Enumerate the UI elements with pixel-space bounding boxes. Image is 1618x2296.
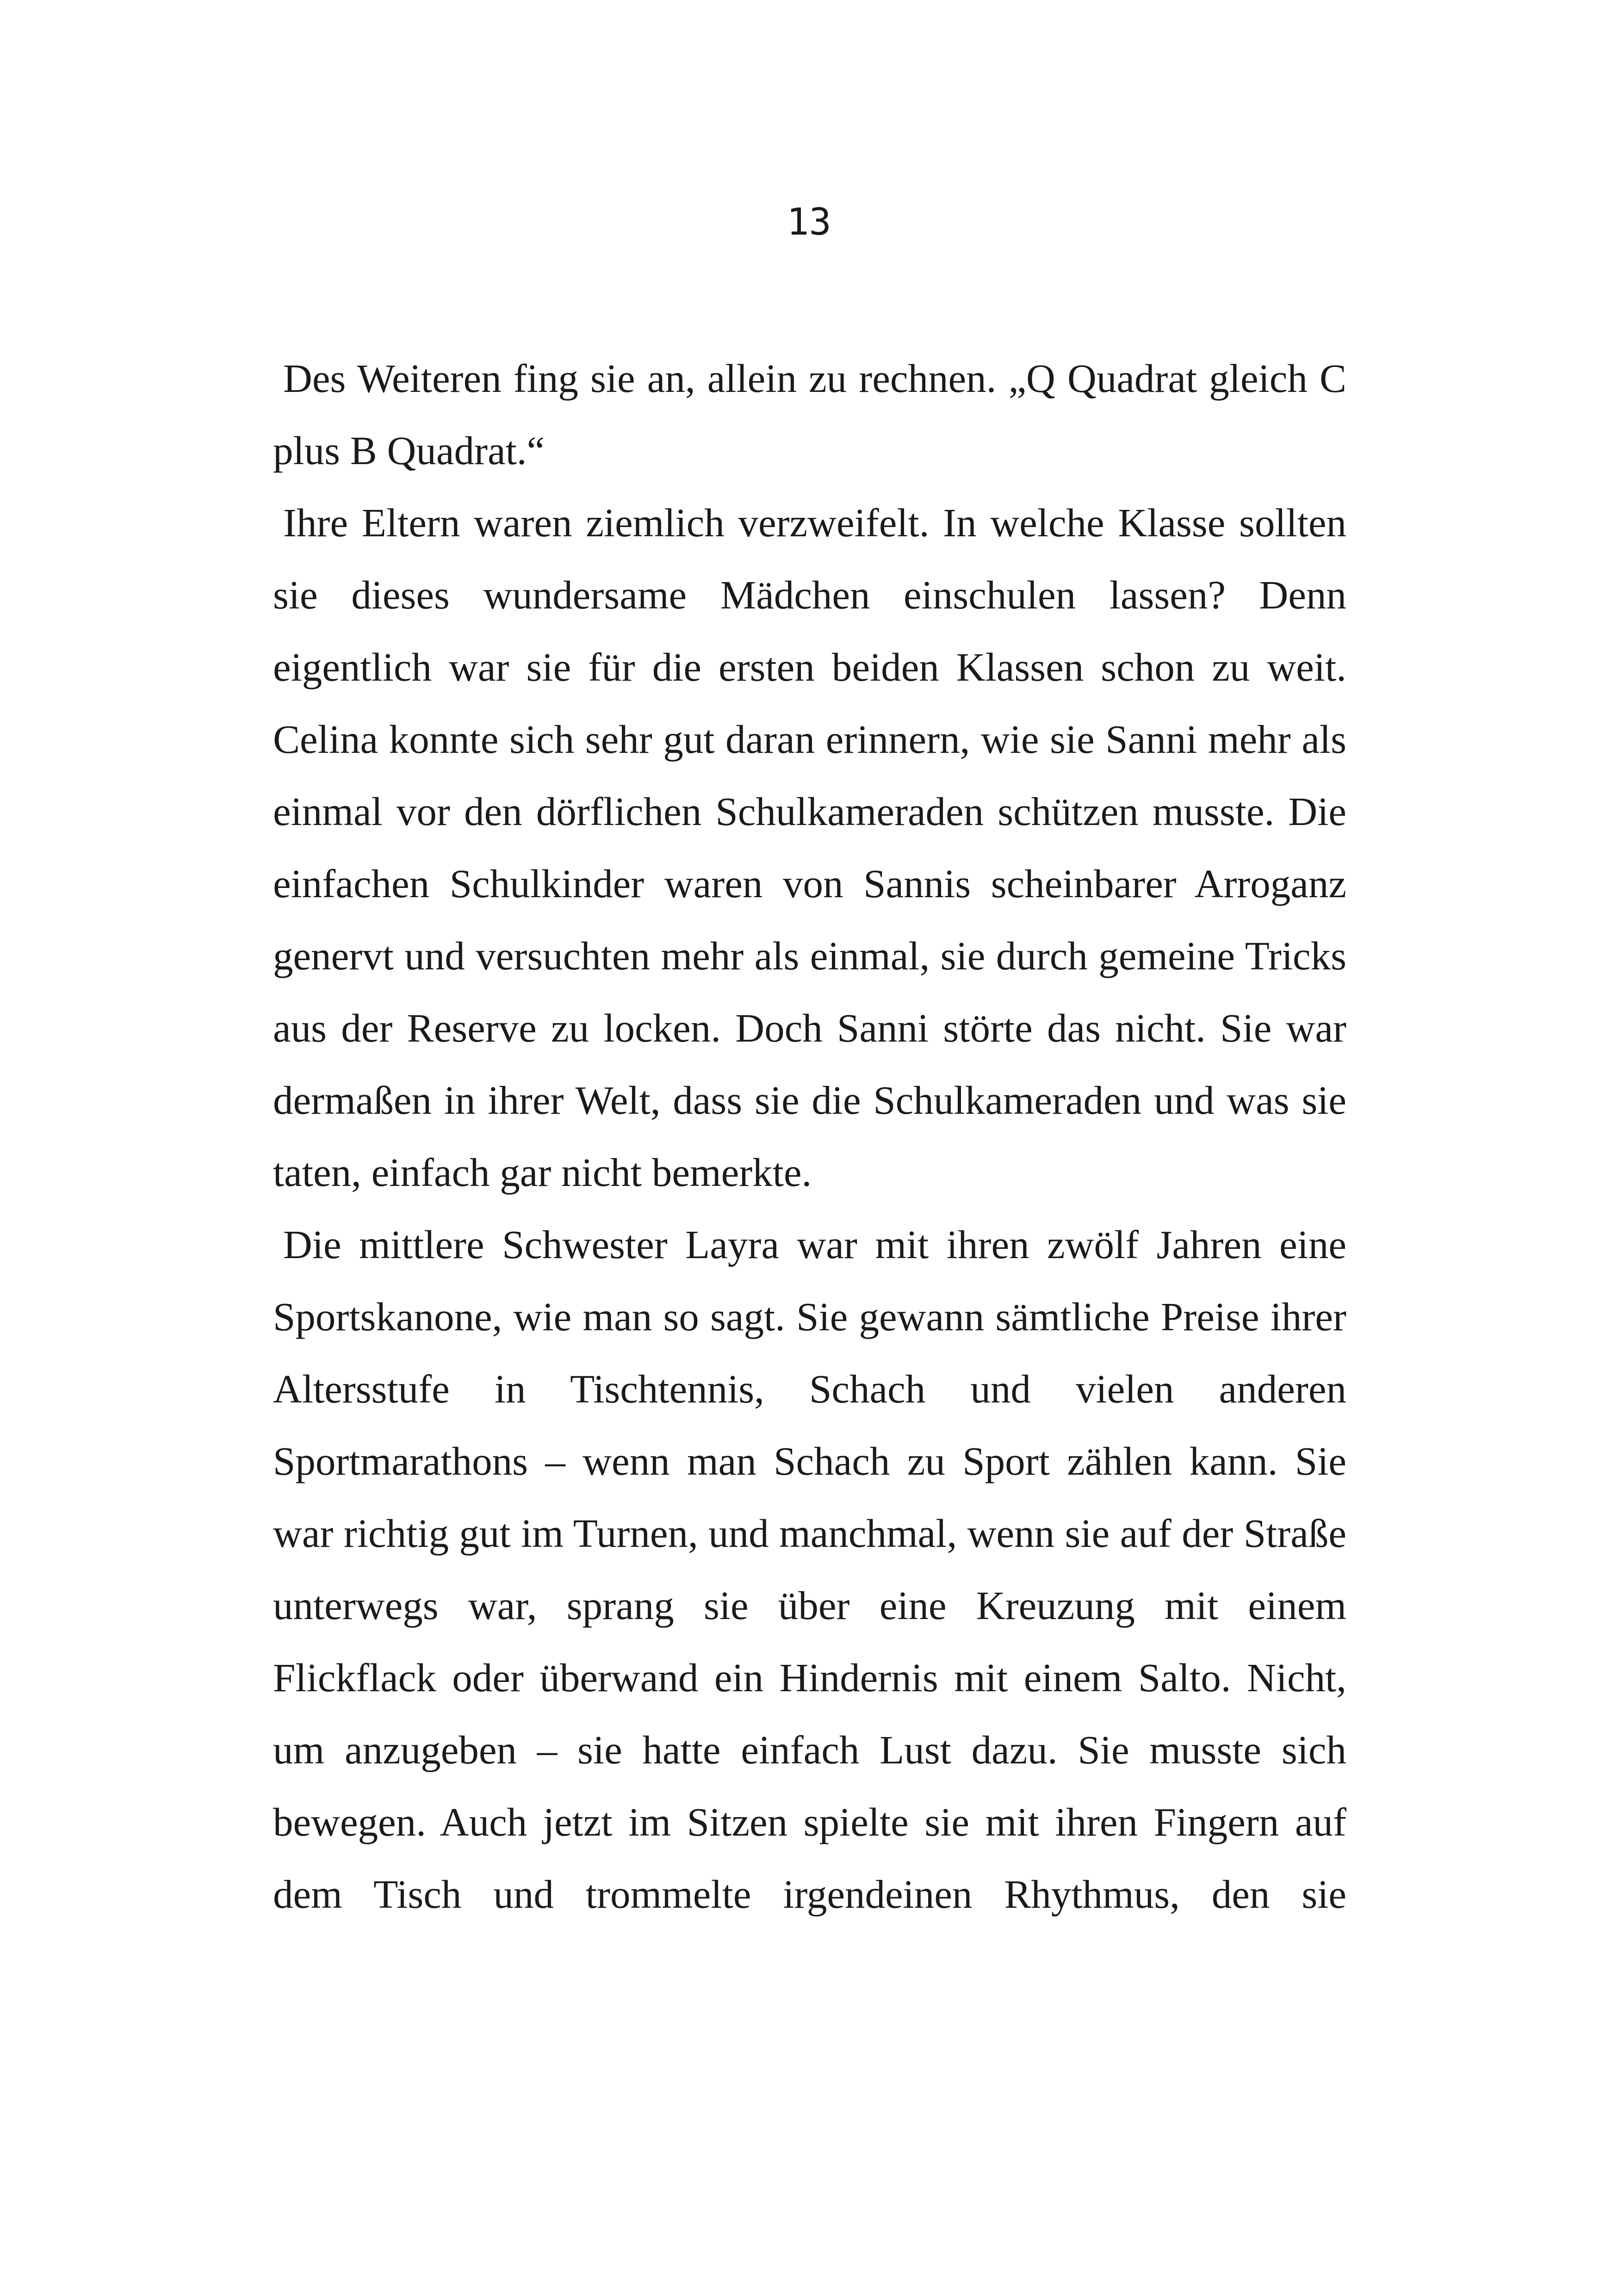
text-line: einfachen Schulkinder waren von Sannis scheinbarer Arroganz bbox=[273, 861, 1346, 906]
text-line: Altersstufe in Tischtennis, Schach und vielen anderen bbox=[273, 1366, 1346, 1411]
text-line: genervt und versuchten mehr als einmal, sie durch gemeine Tricks bbox=[273, 933, 1346, 978]
text-line: Ihre Eltern waren ziemlich verzweifelt. In welche Klasse sollten bbox=[283, 500, 1346, 545]
text-line: bewegen. Auch jetzt im Sitzen spielte sie mit ihren Fingern auf bbox=[273, 1800, 1346, 1844]
text-line: um anzugeben – sie hatte einfach Lust dazu. Sie musste sich bbox=[273, 1727, 1346, 1772]
text-line: Sportmarathons – wenn man Schach zu Sport zählen kann. Sie bbox=[273, 1439, 1346, 1483]
text-line: aus der Reserve zu locken. Doch Sanni störte das nicht. Sie war bbox=[273, 1005, 1346, 1050]
text-line: Celina konnte sich sehr gut daran erinnern, wie sie Sanni mehr als bbox=[273, 717, 1346, 762]
text-line: dermaßen in ihrer Welt, dass sie die Schulkameraden und was sie bbox=[273, 1078, 1346, 1123]
text-line: Sportskanone, wie man so sagt. Sie gewann sämtliche Preise ihrer bbox=[273, 1294, 1346, 1339]
text-line: sie dieses wundersame Mädchen einschulen lassen? Denn bbox=[273, 572, 1346, 617]
text-line: Die mittlere Schwester Layra war mit ihren zwölf Jahren eine bbox=[283, 1222, 1346, 1267]
text-line: war richtig gut im Turnen, und manchmal, wenn sie auf der Straße bbox=[273, 1511, 1346, 1556]
text-line: Des Weiteren fing sie an, allein zu rechnen. „Q Quadrat gleich C bbox=[283, 356, 1346, 401]
text-line: eigentlich war sie für die ersten beiden Klassen schon zu weit. bbox=[273, 645, 1346, 689]
page-number: 13 bbox=[787, 200, 831, 243]
text-line: einmal vor den dörflichen Schulkameraden schützen musste. Die bbox=[273, 789, 1346, 834]
text-line: Flickflack oder überwand ein Hindernis mit einem Salto. Nicht, bbox=[273, 1655, 1346, 1700]
text-line: unterwegs war, sprang sie über eine Kreuzung mit einem bbox=[273, 1583, 1346, 1628]
text-line: plus B Quadrat.“ bbox=[273, 428, 545, 473]
text-line: taten, einfach gar nicht bemerkte. bbox=[273, 1150, 812, 1195]
text-line: dem Tisch und trommelte irgendeinen Rhythmus, den sie bbox=[273, 1872, 1346, 1917]
body-text bbox=[273, 342, 1346, 1930]
